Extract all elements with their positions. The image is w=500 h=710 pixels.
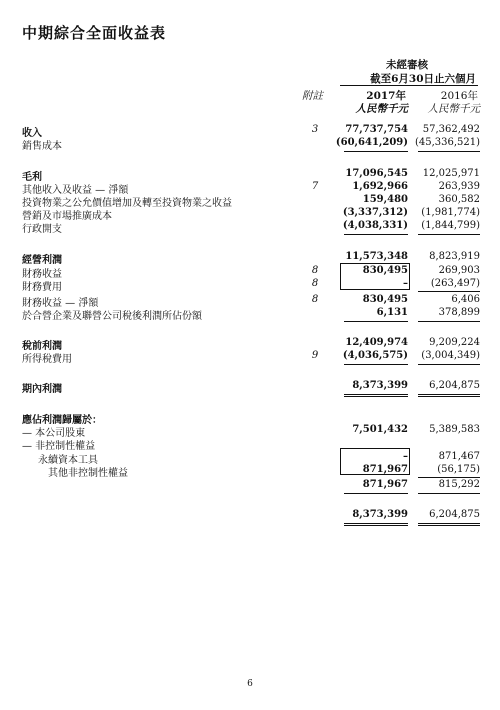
row-current: – — [403, 278, 408, 289]
underline — [418, 493, 480, 494]
row-current: 1,692,966 — [352, 181, 408, 192]
row-prior: 269,903 — [438, 265, 480, 276]
double-underline — [418, 394, 480, 395]
underline — [418, 321, 480, 322]
row-current: 11,573,348 — [345, 251, 408, 262]
double-underline — [418, 525, 480, 526]
row-current: – — [403, 451, 408, 462]
table-row — [0, 479, 500, 493]
row-label: 所得稅費用 — [22, 354, 72, 365]
row-note: 9 — [311, 350, 319, 361]
row-current: 77,737,754 — [345, 124, 408, 135]
header-year-current: 2017年 — [366, 90, 406, 102]
table-row — [0, 307, 500, 321]
row-current: (3,337,312) — [342, 207, 408, 218]
row-current: 871,967 — [362, 479, 408, 490]
row-prior: 8,823,919 — [429, 251, 480, 262]
row-prior: (263,497) — [430, 278, 480, 289]
underline — [344, 151, 408, 152]
table-row — [0, 265, 500, 279]
underline — [344, 364, 408, 365]
row-current: 7,501,432 — [352, 424, 408, 435]
underline — [418, 364, 480, 365]
table-row — [0, 337, 500, 351]
table-row — [0, 411, 500, 425]
row-prior: (56,175) — [437, 464, 480, 475]
row-prior: 12,025,971 — [422, 168, 480, 179]
double-underline — [344, 523, 408, 524]
row-label: 於合營企業及聯營公司稅後利潤所佔份額 — [22, 311, 202, 322]
row-current: 12,409,974 — [345, 337, 408, 348]
row-current: (4,036,575) — [342, 350, 408, 361]
row-current: 830,495 — [362, 265, 408, 276]
table-row — [0, 181, 500, 195]
row-prior: (45,336,521) — [414, 137, 480, 148]
row-prior: (1,981,774) — [421, 207, 480, 218]
table-row — [0, 137, 500, 151]
row-prior: 5,389,583 — [429, 424, 480, 435]
table-row — [0, 451, 500, 465]
table-row — [0, 294, 500, 308]
double-underline — [418, 396, 480, 397]
row-label: 銷售成本 — [22, 141, 62, 152]
row-current: 830,495 — [362, 294, 408, 305]
row-current: 8,373,399 — [352, 509, 408, 520]
table-row — [0, 350, 500, 364]
underline — [418, 477, 480, 478]
row-label: — 非控制性權益 — [22, 441, 96, 452]
header-unit-prior: 人民幣千元 — [427, 103, 480, 115]
table-row — [0, 124, 500, 138]
double-underline — [344, 394, 408, 395]
row-label: 期內利潤 — [22, 384, 62, 395]
row-current: (4,038,331) — [342, 220, 408, 231]
row-prior: 57,362,492 — [422, 124, 480, 135]
row-current: 871,967 — [362, 464, 408, 475]
row-prior: 360,582 — [438, 194, 480, 205]
page-title: 中期綜合全面收益表 — [22, 24, 167, 42]
header-year-prior: 2016年 — [440, 90, 478, 102]
row-label: 經營利潤 — [22, 255, 62, 266]
row-current: 6,131 — [376, 307, 408, 318]
double-underline — [344, 525, 408, 526]
row-label: 營銷及市場推廣成本 — [22, 211, 112, 222]
row-current: 17,096,545 — [345, 168, 408, 179]
row-label: 稅前利潤 — [22, 341, 62, 352]
double-underline — [418, 523, 480, 524]
row-label: 財務收益 — [22, 269, 62, 280]
row-prior: 263,939 — [438, 181, 480, 192]
row-prior: 9,209,224 — [429, 337, 480, 348]
page-number: 6 — [247, 679, 253, 689]
underline — [418, 234, 480, 235]
row-note: 3 — [311, 124, 319, 135]
row-prior: 6,406 — [451, 294, 480, 305]
table-row — [0, 380, 500, 394]
table-row — [0, 168, 500, 182]
header-note-label: 附註 — [302, 90, 323, 102]
row-current: 8,373,399 — [352, 380, 408, 391]
row-note: 8 — [311, 265, 319, 276]
table-row — [0, 424, 500, 438]
row-prior: 871,467 — [438, 451, 480, 462]
row-prior: 6,204,875 — [429, 509, 480, 520]
header-unaudited: 未經審核 — [386, 59, 428, 71]
table-row — [0, 437, 500, 451]
table-row — [0, 220, 500, 234]
header-period: 截至6月30日止六個月 — [370, 73, 476, 85]
row-current: 159,480 — [362, 194, 408, 205]
header-unit-current: 人民幣千元 — [355, 103, 408, 115]
row-label: 行政開支 — [22, 224, 62, 235]
row-label: 其他收入及收益 — 淨額 — [22, 185, 129, 196]
underline — [418, 151, 480, 152]
row-prior: 378,899 — [438, 307, 480, 318]
underline — [418, 291, 480, 292]
row-label: 收入 — [22, 128, 42, 139]
table-row — [0, 278, 500, 292]
double-underline — [344, 396, 408, 397]
row-note: 8 — [311, 278, 319, 289]
row-prior: 815,292 — [438, 479, 480, 490]
row-current: (60,641,209) — [335, 137, 408, 148]
row-prior: 6,204,875 — [429, 380, 480, 391]
row-note: 7 — [311, 181, 319, 192]
row-label: 永續資本工具 — [38, 455, 98, 466]
row-label: 應佔利潤歸屬於： — [22, 415, 102, 426]
row-label: 投資物業之公允價值增加及轉至投資物業之收益 — [22, 198, 232, 209]
table-row — [0, 251, 500, 265]
row-prior: (1,844,799) — [421, 220, 480, 231]
row-label: 財務收益 — 淨額 — [22, 298, 99, 309]
underline — [344, 234, 408, 235]
row-label: 毛利 — [22, 172, 42, 183]
row-label: — 本公司股東 — [22, 428, 86, 439]
underline — [344, 321, 408, 322]
table-row — [0, 207, 500, 221]
row-label: 其他非控制性權益 — [48, 468, 128, 479]
row-label: 財務費用 — [22, 282, 62, 293]
table-row — [0, 464, 500, 478]
row-note: 8 — [311, 294, 319, 305]
table-row — [0, 194, 500, 208]
underline — [344, 493, 408, 494]
row-prior: (3,004,349) — [421, 350, 480, 361]
table-row — [0, 509, 500, 523]
header-rule — [340, 85, 478, 86]
